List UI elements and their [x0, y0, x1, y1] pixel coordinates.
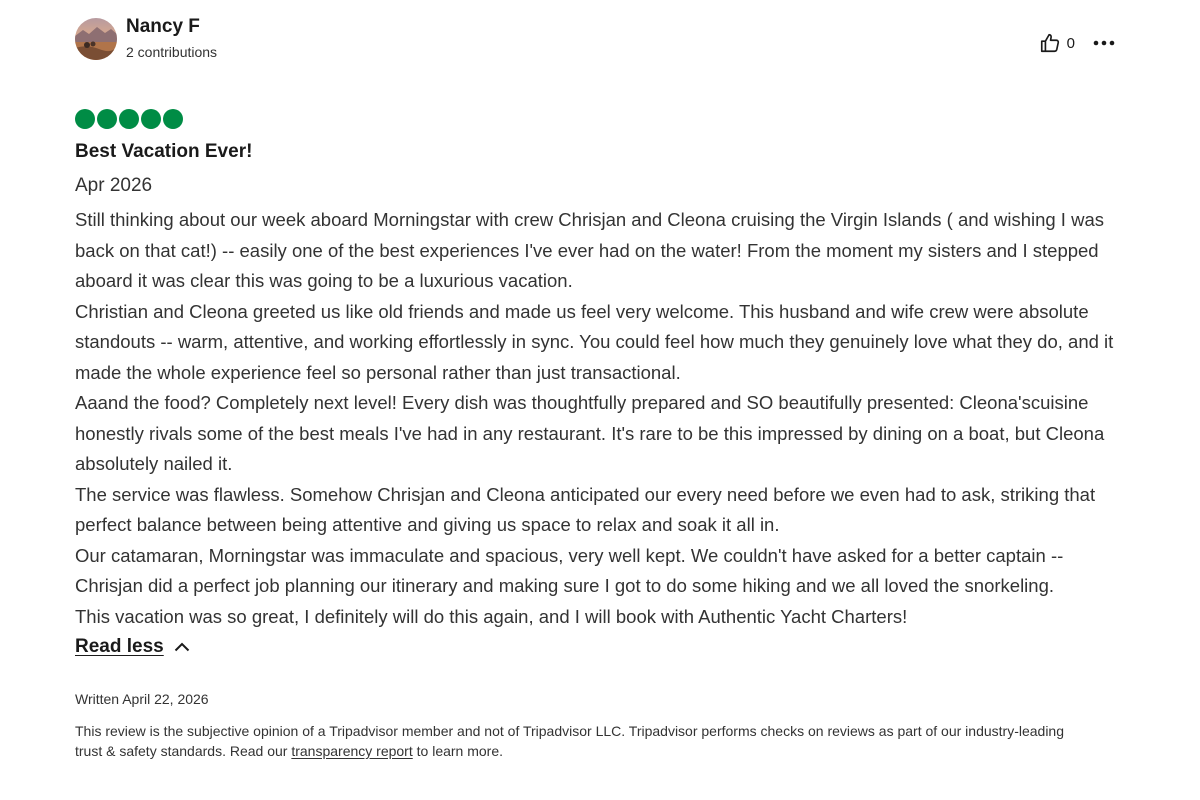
review-paragraph: The service was flawless. Somehow Chrisjan and Cleona anticipated our every need before we even had to ask, striking that perfect balance between being attentive and giving us space to relax and soak it all in.	[75, 483, 1096, 535]
trip-date: Apr 2026	[75, 175, 153, 196]
review-body	[75, 205, 1115, 632]
review-paragraph: Still thinking about our week aboard Morningstar with crew Chrisjan and Cleona cruising the Virgin Islands ( and wishing I was back on that cat!) -- easily one of the best experiences I've ever had on the water! From the moment my sisters and I stepped aboard it was clear this was going to be a luxurious vacation.	[75, 209, 1104, 291]
more-options-icon	[1093, 39, 1115, 47]
rating-bubble-icon	[141, 109, 161, 129]
review-paragraph: Aaand the food? Completely next level! Every dish was thoughtfully prepared and SO beautifully presented: Cleona'scuisine honestly rivals some of the best meals I've had in any restaurant. It's rare to be this impressed by dining on a boat, but Cleona absolutely nailed it.	[75, 392, 1105, 474]
read-less-button[interactable]	[75, 636, 190, 658]
helpful-count: 0	[1066, 34, 1075, 52]
review-title: Best Vacation Ever!	[75, 141, 253, 162]
review-disclaimer	[75, 721, 1085, 761]
rating-bubble-icon	[119, 109, 139, 129]
rating-bubble-icon	[75, 109, 95, 129]
review-card	[75, 16, 1115, 761]
rating-bubble-icon	[97, 109, 117, 129]
avatar-photo-icon	[75, 18, 117, 60]
rating-bubbles	[75, 109, 1115, 131]
thumbs-up-icon	[1039, 32, 1061, 54]
review-paragraph: Christian and Cleona greeted us like old friends and made us feel very welcome. This husband and wife crew were absolute standouts -- warm, attentive, and working effortlessly in sync. You could feel how much they genuinely love what they do, and it made the whole experience feel so personal rather than just transactional.	[75, 300, 1114, 383]
review-actions	[1039, 32, 1115, 54]
read-less-label: Read less	[75, 636, 164, 657]
transparency-report-link[interactable]: transparency report	[291, 743, 413, 759]
helpful-vote-button[interactable]	[1039, 32, 1075, 54]
review-paragraph: Our catamaran, Morningstar was immaculate and spacious, very well kept. We couldn't have asked for a better captain -- Chrisjan did a perfect job planning our itinerary and making sure I got to do some hiking and we all loved the snorkeling.	[75, 544, 1064, 596]
more-options-button[interactable]	[1093, 39, 1115, 47]
rating-bubble-icon	[163, 109, 183, 129]
avatar[interactable]	[75, 18, 117, 60]
disclaimer-text-end: to learn more.	[412, 743, 504, 759]
chevron-up-icon	[174, 642, 190, 652]
user-name[interactable]: Nancy F	[126, 16, 200, 37]
review-header	[75, 16, 1115, 60]
review-paragraph: This vacation was so great, I definitely will do this again, and I will book with Authentic Yacht Charters!	[75, 605, 908, 627]
disclaimer-text: This review is the subjective opinion of a Tripadvisor member and not of Tripadvisor LLC. Tripadvisor performs checks on reviews as part of our industry-leading trust & safety standards. Read our	[75, 723, 1065, 759]
written-date: Written April 22, 2026	[75, 691, 209, 707]
contributions-count: 2 contributions	[126, 44, 218, 60]
